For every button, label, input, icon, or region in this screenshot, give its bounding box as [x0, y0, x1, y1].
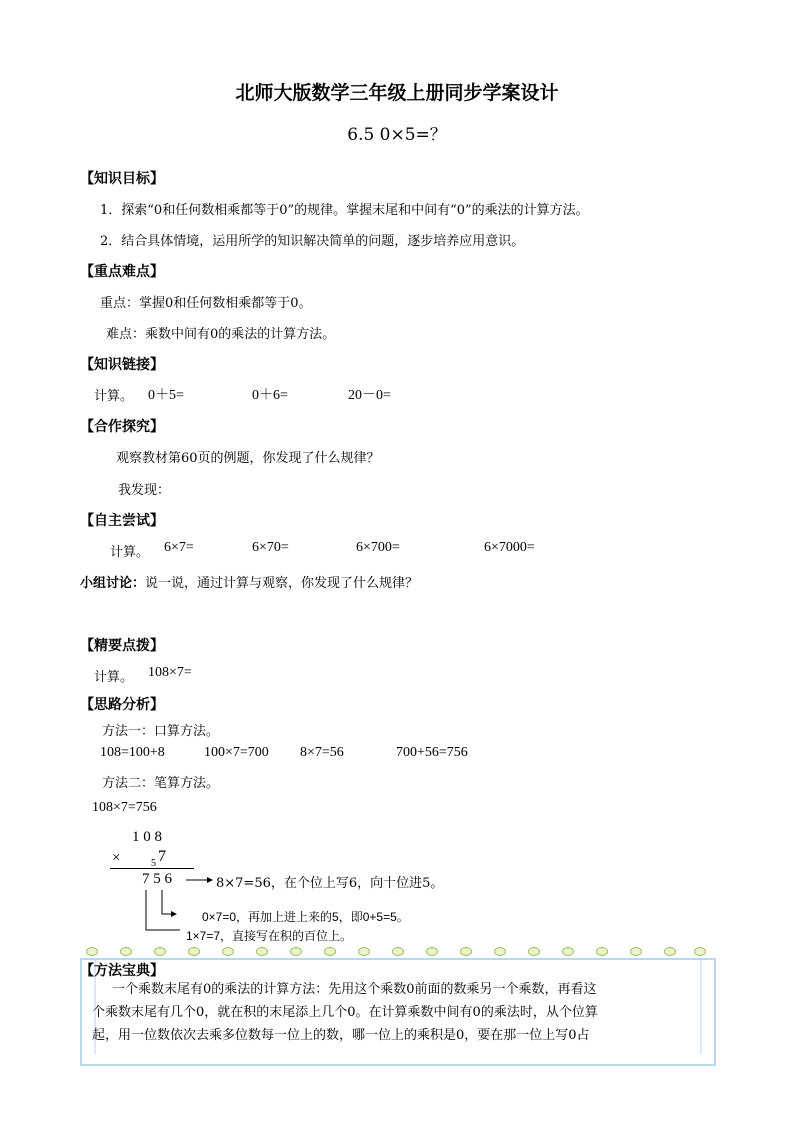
analysis-heading: 【思路分析】 [80, 697, 164, 713]
method-1-label: 方法一：口算方法。 [102, 724, 220, 739]
discussion-label: 小组讨论： [80, 576, 146, 591]
goals-heading: 【知识目标】 [80, 171, 164, 187]
goals-line-1: 1．探索“0和任何数相乘都等于0”的规律。掌握末尾和中间有“0”的乘法的计算方法。 [100, 203, 589, 218]
link-item-2: 0＋6= [252, 388, 288, 403]
step-1: 108=100+8 [100, 745, 165, 760]
arrow-tens [162, 890, 176, 914]
vertical-multiplier: 7 [158, 848, 166, 865]
deco-dot-icon [86, 947, 98, 956]
method-line-2: 个乘数末尾有几个0，就在积的末尾添上几个0。在计算乘数中间有0的乘法时，从个位算 [92, 1005, 598, 1020]
tips-label: 计算。 [94, 670, 134, 685]
arrow-hundreds [146, 890, 180, 930]
deco-dot-icon [222, 947, 234, 956]
deco-dot-icon [290, 947, 302, 956]
deco-dot-icon [426, 947, 438, 956]
deco-dot-icon [596, 947, 608, 956]
explore-question: 观察教材第60页的例题，你发现了什么规律？ [116, 451, 380, 466]
try-item-2: 6×70= [252, 540, 289, 555]
note-hundreds: 1×7=7，直接写在积的百位上。 [186, 929, 353, 943]
link-label: 计算。 [94, 389, 134, 404]
deco-dot-icon [188, 947, 200, 956]
method-2-label: 方法二：笔算方法。 [102, 776, 220, 791]
discussion-text: 说一说，通过计算与观察，你发现了什么规律？ [145, 576, 419, 591]
vertical-carry: 5 [151, 858, 156, 869]
try-item-1: 6×7= [164, 540, 194, 555]
vertical-top: 1 0 8 [132, 829, 162, 845]
deco-dot-icon [324, 947, 336, 956]
key-heading: 【重点难点】 [80, 264, 164, 280]
deco-dot-icon [392, 947, 404, 956]
deco-dot-icon [528, 947, 540, 956]
note-tens: 0×7=0，再加上进上来的5，即0+5=5。 [202, 910, 409, 924]
try-item-4: 6×7000= [484, 540, 535, 555]
try-item-3: 6×700= [356, 540, 400, 555]
deco-dot-icon [154, 947, 166, 956]
explore-answer-label: 我发现： [118, 483, 171, 498]
step-3: 8×7=56 [300, 745, 344, 760]
step-2: 100×7=700 [204, 745, 269, 760]
deco-dot-icon [694, 947, 706, 956]
deco-dot-icon [562, 947, 574, 956]
deco-dot-icon [256, 947, 268, 956]
link-item-3: 20－0= [348, 388, 391, 403]
tips-heading: 【精要点拨】 [80, 638, 164, 654]
link-heading: 【知识链接】 [80, 357, 164, 373]
goals-line-2: 2．结合具体情境，运用所学的知识解决简单的问题，逐步培养应用意识。 [100, 234, 525, 249]
key-point: 重点：掌握0和任何数相乘都等于0。 [100, 296, 312, 311]
method-line-1: 一个乘数末尾有0的乘法的计算方法：先用这个乘数0前面的数乘另一个乘数，再看这 [112, 982, 597, 997]
link-item-1: 0＋5= [148, 388, 184, 403]
deco-dot-icon [494, 947, 506, 956]
difficult-point: 难点：乘数中间有0的乘法的计算方法。 [106, 327, 336, 342]
step-4: 700+56=756 [396, 745, 468, 760]
deco-dot-icon [664, 947, 676, 956]
vertical-product: 7 5 6 [142, 871, 172, 887]
lesson-subtitle: 6.5 0×5=？ [347, 125, 447, 145]
note-ones: 8×7=56，在个位上写6，向十位进5。 [216, 876, 444, 891]
deco-dot-icon [460, 947, 472, 956]
tips-item: 108×7= [148, 665, 192, 680]
explore-heading: 【合作探究】 [80, 419, 164, 435]
vertical-rule [110, 868, 194, 869]
deco-dot-icon [630, 947, 642, 956]
vertical-times-sign: × [112, 850, 121, 866]
try-heading: 【自主尝试】 [80, 513, 164, 529]
written-result: 108×7=756 [92, 800, 157, 815]
discussion [80, 572, 418, 591]
method-line-3: 起，用一位数依次去乘多位数每一位上的数，哪一位上的乘积是0，要在那一位上写0占 [92, 1028, 590, 1043]
method-heading: 【方法宝典】 [80, 963, 164, 979]
try-label: 计算。 [110, 545, 150, 560]
deco-dot-icon [358, 947, 370, 956]
page-title: 北师大版数学三年级上册同步学案设计 [235, 82, 559, 104]
deco-dot-icon [120, 947, 132, 956]
